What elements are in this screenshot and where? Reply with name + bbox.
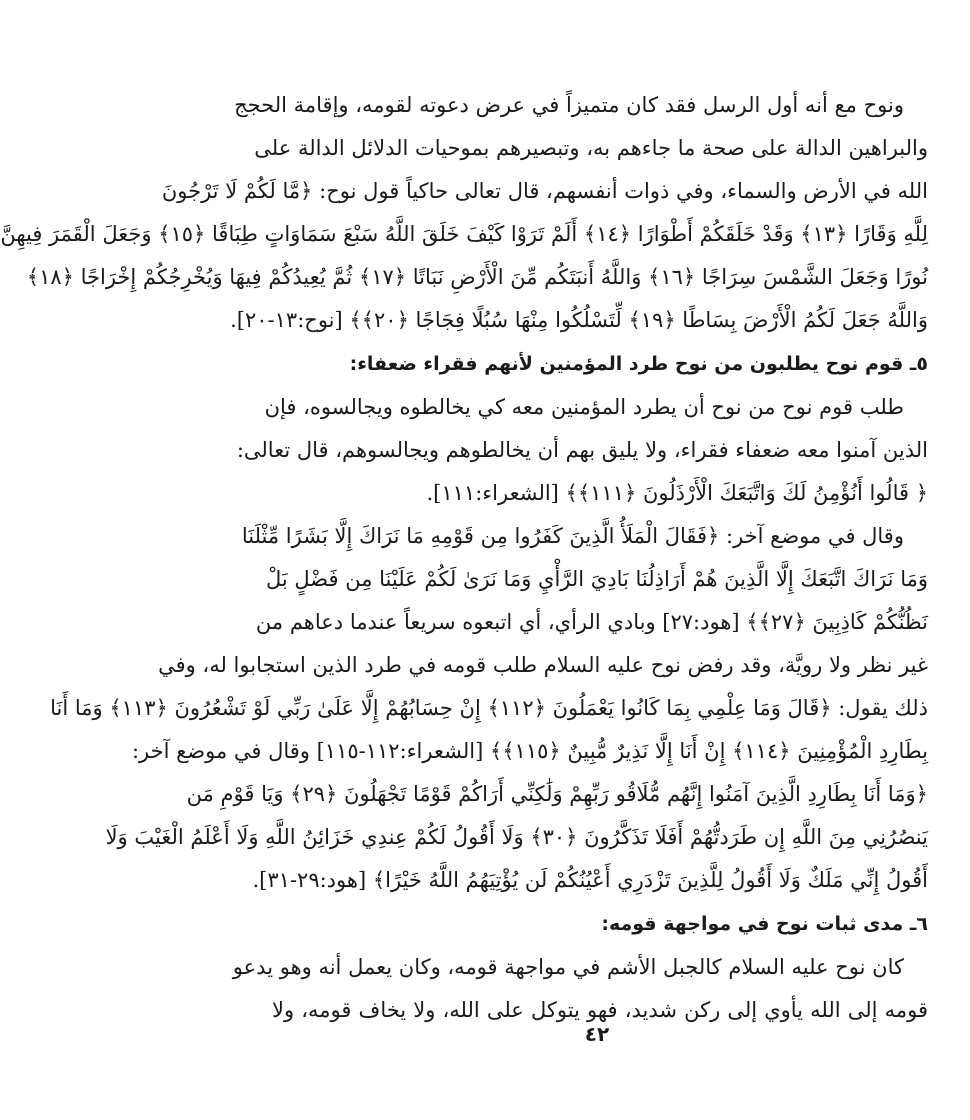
paragraph-section-6 [232, 946, 928, 1032]
page-number: ٤٢ [584, 1022, 610, 1046]
text-line: غير نظر ولا رويَّة، وقد رفض نوح عليه السلام طلب قومه في طرد الذين استجابوا له، وفي [158, 653, 928, 677]
quran-line: وَاللَّهُ جَعَلَ لَكُمُ الْأَرْضَ بِسَاطًا ﴿١٩﴾ لِّتَسْلُكُوا مِنْهَا سُبُلًا فِجَاجًا ﴿٢٠﴾﴾ [نوح:١٣-٢٠]. [230, 308, 928, 332]
section-heading-6: ٦ـ مدى ثبات نوح في مواجهة قومه: [601, 913, 928, 935]
section-heading-5: ٥ـ قوم نوح يطلبون من نوح طرد المؤمنين لأنهم فقراء ضعفاء: [349, 353, 928, 375]
text-line: الله في الأرض والسماء، وفي ذوات أنفسهم، قال تعالى حاكياً قول نوح: ﴿مَّا لَكُمْ لَا تَرْجُونَ [161, 179, 928, 203]
text-line: بِطَارِدِ الْمُؤْمِنِينَ ﴿١١٤﴾ إِنْ أَنَا إِلَّا نَذِيرٌ مُّبِينٌ ﴿١١٥﴾﴾ [الشعراء:١١٢-١١٥] وقال في موضع آخر: [131, 739, 928, 763]
quran-line: ﴿ قَالُوا أَنُؤْمِنُ لَكَ وَاتَّبَعَكَ الْأَرْذَلُونَ ﴿١١١﴾﴾ [الشعراء:١١١]. [426, 481, 928, 505]
text-line: طلب قوم نوح من نوح أن يطرد المؤمنين معه كي يخالطوه ويجالسوه، فإن [264, 395, 904, 419]
quran-line: أَقُولُ إِنِّي مَلَكٌ وَلَا أَقُولُ لِلَّذِينَ تَزْدَرِي أَعْيُنُكُمْ لَن يُؤْتِيَهُمُ اللَّهُ خَيْرًا﴾ [هود:٢٩-٣١]. [252, 868, 928, 892]
quran-line: ذلك يقول: ﴿قَالَ وَمَا عِلْمِي بِمَا كَانُوا يَعْمَلُونَ ﴿١١٢﴾ إِنْ حِسَابُهُمْ إِلَّا عَلَىٰ رَبِّي لَوْ تَشْعُرُونَ ﴿١١٣﴾ وَمَا أَنَا [50, 696, 928, 720]
text-line: والبراهين الدالة على صحة ما جاءهم به، وتبصيرهم بموحيات الدلائل الدالة على [254, 136, 928, 160]
paragraph-hud [50, 515, 928, 902]
page-body [0, 84, 928, 1032]
quran-line: ﴿وَمَا أَنَا بِطَارِدِ الَّذِينَ آمَنُوا إِنَّهُم مُّلَاقُو رَبِّهِمْ وَلَٰكِنِّي أَرَاكُمْ قَوْمًا تَجْهَلُونَ ﴿٢٩﴾ وَيَا قَوْمِ مَن [186, 782, 928, 806]
quran-line: يَنصُرُنِي مِنَ اللَّهِ إِن طَرَدتُّهُمْ أَفَلَا تَذَكَّرُونَ ﴿٣٠﴾ وَلَا أَقُولُ لَكُمْ عِندِي خَزَائِنُ اللَّهِ وَلَا أَعْلَمُ الْغَيْبَ وَلَا [105, 825, 928, 849]
text-line: نَظُنُّكُمْ كَاذِبِينَ ﴿٢٧﴾﴾ [هود:٢٧] وبادي الرأي، أي اتبعوه سريعاً عندما دعاهم من [255, 610, 928, 634]
paragraph-section-5 [236, 386, 928, 515]
text-line: الذين آمنوا معه ضعفاء فقراء، ولا يليق بهم أن يخالطوهم ويجالسوهم، قال تعالى: [236, 438, 928, 462]
quran-line: نُورًا وَجَعَلَ الشَّمْسَ سِرَاجًا ﴿١٦﴾ وَاللَّهُ أَنبَتَكُم مِّنَ الْأَرْضِ نَبَاتًا ﴿١٧﴾ ثُمَّ يُعِيدُكُمْ فِيهَا وَيُخْرِجُكُمْ إِخْرَاجًا ﴿١٨﴾ [26, 265, 928, 289]
text-line: ونوح مع أنه أول الرسل فقد كان متميزاً في عرض دعوته لقومه، وإقامة الحجج [234, 93, 904, 117]
quran-line: وَمَا نَرَاكَ اتَّبَعَكَ إِلَّا الَّذِينَ هُمْ أَرَاذِلُنَا بَادِيَ الرَّأْيِ وَمَا نَرَىٰ لَكُمْ عَلَيْنَا مِن فَضْلٍ بَلْ [265, 567, 928, 591]
text-line: كان نوح عليه السلام كالجبل الأشم في مواجهة قومه، وكان يعمل أنه وهو يدعو [232, 955, 904, 979]
text-line: قومه إلى الله يأوي إلى ركن شديد، فهو يتوكل على الله، ولا يخاف قومه، ولا [272, 998, 928, 1022]
text-line: وقال في موضع آخر: ﴿فَقَالَ الْمَلَأُ الَّذِينَ كَفَرُوا مِن قَوْمِهِ مَا نَرَاكَ إِلَّا بَشَرًا مِّثْلَنَا [241, 524, 904, 548]
paragraph-noah-intro [0, 84, 928, 342]
quran-line: لِلَّهِ وَقَارًا ﴿١٣﴾ وَقَدْ خَلَقَكُمْ أَطْوَارًا ﴿١٤﴾ أَلَمْ تَرَوْا كَيْفَ خَلَقَ اللَّهُ سَبْعَ سَمَاوَاتٍ طِبَاقًا ﴿١٥﴾ وَجَعَلَ الْقَمَرَ فِيهِنَّ [0, 222, 928, 246]
